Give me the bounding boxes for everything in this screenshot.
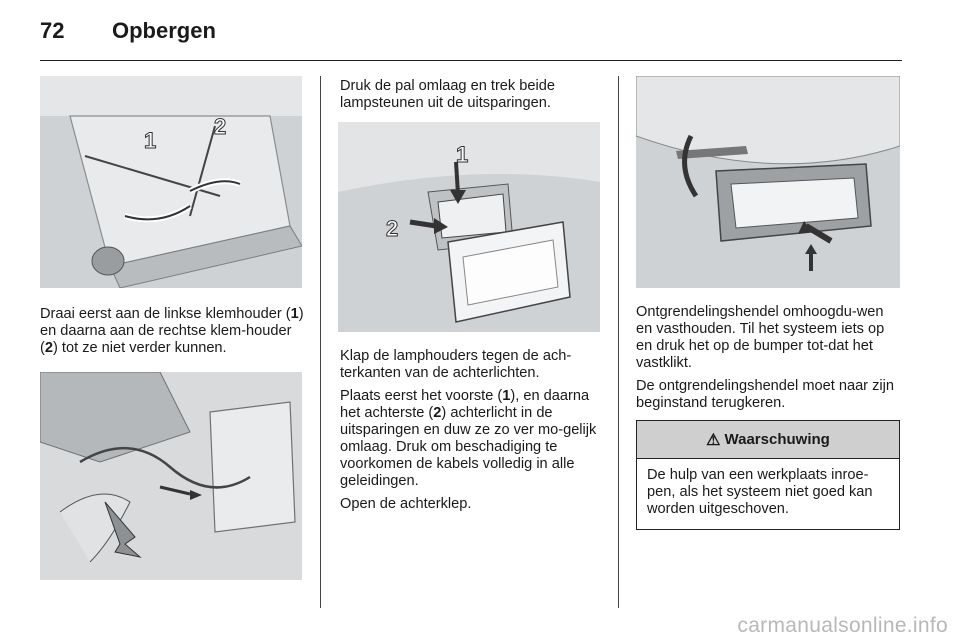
- ref-number: 1: [502, 388, 511, 404]
- clamp-instruction: [40, 306, 306, 357]
- warning-title: Waarschuwing: [724, 431, 830, 448]
- figure1-callout-1: 1: [144, 128, 157, 153]
- illustration-lamp-holders: [338, 122, 600, 332]
- warning-body: De hulp van een werkplaats inroe-pen, als het systeem niet goed kan worden uitgeschoven.: [647, 467, 873, 517]
- open-tailgate-instruction: Open de achterklep.: [340, 496, 472, 512]
- text-segment: Plaats eerst het voorste (: [340, 388, 503, 404]
- release-lever-instructions: [636, 304, 902, 418]
- watermark: carmanualsonline.info: [737, 614, 948, 637]
- ref-number: 1: [290, 306, 299, 322]
- bumper-system-drawing: [636, 76, 900, 288]
- release-lever-return-note: De ontgrendelingshendel moet naar zijn beginstand terugkeren.: [636, 378, 894, 411]
- ref-number: 2: [44, 340, 53, 356]
- page-number: 72: [40, 18, 65, 43]
- text-segment: Draai eerst aan de linkse klemhouder (: [40, 306, 291, 322]
- lamp-holder-intro: Druk de pal omlaag en trek beide lampsteunen uit de uitsparingen.: [340, 78, 555, 111]
- figure1-callout-2: 2: [214, 114, 227, 139]
- warning-triangle-icon: ⚠: [706, 431, 721, 449]
- figure2-callout-1: 1: [456, 142, 469, 167]
- column-divider-right: [618, 76, 619, 608]
- lamp-placement-instruction: [340, 388, 604, 490]
- lamp-holders-drawing: [338, 122, 600, 332]
- clamp-holders-drawing: [40, 76, 302, 288]
- header-divider: [40, 60, 902, 61]
- text-segment: ) en daarna aan de rechtse klem-houder (: [40, 306, 304, 356]
- release-lever-instruction: Ontgrendelingshendel omhoogdu-wen en vasthouden. Til het systeem iets op en druk het op de bumper tot-dat het vastklikt.: [636, 304, 885, 371]
- figure2-callout-2: 2: [386, 216, 399, 241]
- illustration-bumper-system: [636, 76, 900, 288]
- text-segment: ), en daarna het achterste (: [340, 388, 590, 421]
- ref-number: 2: [433, 405, 442, 421]
- page-title: Opbergen: [112, 18, 216, 43]
- illustration-cable-routing: [40, 372, 302, 580]
- lamp-fold-instruction: Klap de lamphouders tegen de ach-terkanten van de achterlichten.: [340, 348, 572, 381]
- warning-box: [636, 420, 900, 530]
- text-segment: ) tot ze niet verder kunnen.: [53, 340, 227, 356]
- warning-header: [637, 421, 899, 459]
- lamp-instructions: [340, 348, 604, 519]
- cable-routing-drawing: [40, 372, 302, 580]
- illustration-clamp-holders: [40, 76, 302, 288]
- text-segment: ) achterlicht in de uitsparingen en duw ze zo ver mo-gelijk omlaag. Druk om beschadiging te voorkomen de kabels volledig in alle geleidingen.: [340, 405, 597, 489]
- column-divider-left: [320, 76, 321, 608]
